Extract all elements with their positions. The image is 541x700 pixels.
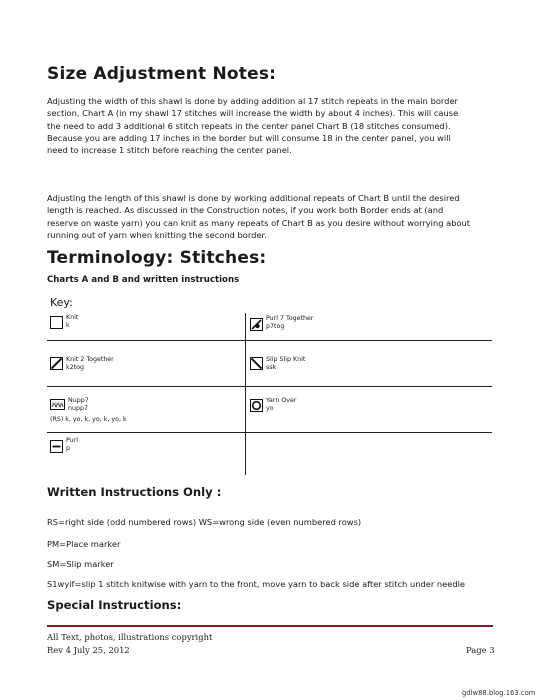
paragraph-line: reserve on waste yarn) you can knit as many repeats of Chart B as you desire without worrying about [47, 217, 471, 228]
nupp-name: Nupp7 [68, 397, 89, 404]
key-label: Key: [50, 296, 73, 309]
table-divider [245, 313, 246, 475]
k2tog-symbol-icon [50, 357, 63, 370]
terminology-heading: Terminology: Stitches: [47, 248, 267, 268]
footer-revision: Rev 4 July 25, 2012 [47, 645, 130, 655]
instruction-line: SM=Slip marker [47, 559, 114, 569]
knit-abbr: k [66, 322, 70, 329]
paragraph-line: running out of yarn when knitting the second border. [47, 229, 267, 240]
width-adjustment-paragraph [47, 95, 502, 156]
nupp-instructions: (RS) k, yo, k, yo, k, yo, k [50, 416, 127, 423]
k2tog-abbr: k2tog [66, 364, 84, 371]
purl-name: Purl [66, 437, 79, 444]
purl-symbol-icon [50, 440, 63, 453]
table-divider [47, 432, 492, 433]
yo-abbr: yo [266, 405, 274, 412]
footer-copyright: All Text, photos, illustrations copyright [47, 632, 213, 642]
paragraph-line: the need to add 3 additional 6 stitch repeats in the center panel Chart B (18 stitches consumed). [47, 120, 451, 131]
purl7-name: Purl 7 Together [266, 315, 314, 322]
size-adjustment-heading: Size Adjustment Notes: [47, 64, 277, 84]
paragraph-line: length is reached. As discussed in the Construction notes, if you work both Border ends at (and [47, 205, 444, 216]
yo-name: Yarn Over [266, 397, 297, 404]
length-adjustment-paragraph [47, 192, 502, 241]
purl-abbr: p [66, 445, 70, 452]
paragraph-line: Adjusting the length of this shawl is done by working additional repeats of Chart B until the desired [47, 193, 460, 203]
instruction-line: S1wyif=slip 1 stitch knitwise with yarn to the front, move yarn to back side after stitch under needle [47, 579, 466, 589]
knit-symbol-icon [50, 316, 63, 329]
knit-name: Knit [66, 314, 79, 321]
paragraph-line: need to increase 1 stitch before reaching the center panel. [47, 145, 292, 156]
instruction-line: RS=right side (odd numbered rows) WS=wrong side (even numbered rows) [47, 517, 362, 527]
watermark-text: gdlw88.blog.163.com [462, 689, 536, 697]
ssk-symbol-icon [250, 357, 263, 370]
paragraph-line: Adjusting the width of this shawl is done by adding addition al 17 stitch repeats in the main border [47, 96, 458, 106]
charts-subheading: Charts A and B and written instructions [47, 275, 240, 285]
ssk-name: Slip Slip Knit [266, 356, 306, 363]
table-divider [47, 386, 492, 387]
paragraph-line: Because you are adding 17 inches in the border but will consume 18 in the center panel, you will [47, 132, 451, 143]
k2tog-name: Knit 2 Together [66, 356, 114, 363]
table-divider [47, 340, 492, 341]
instruction-line: PM=Place marker [47, 539, 121, 549]
nupp-abbr: nupp7 [68, 405, 88, 412]
yarn-over-symbol-icon [250, 399, 263, 412]
nupp-symbol-icon [50, 399, 65, 410]
special-instructions-heading: Special Instructions: [47, 598, 182, 612]
written-instructions-heading: Written Instructions Only : [47, 485, 222, 499]
purl7-together-symbol-icon [250, 318, 263, 331]
paragraph-line: section, Chart A (in my shawl 17 stitches will increase the width by about 4 inches). This will cause [47, 108, 459, 119]
purl7-abbr: p7tog [266, 323, 285, 330]
footer-page-number: Page 3 [466, 645, 495, 655]
footer-rule [47, 625, 493, 627]
ssk-abbr: ssk [266, 364, 277, 371]
